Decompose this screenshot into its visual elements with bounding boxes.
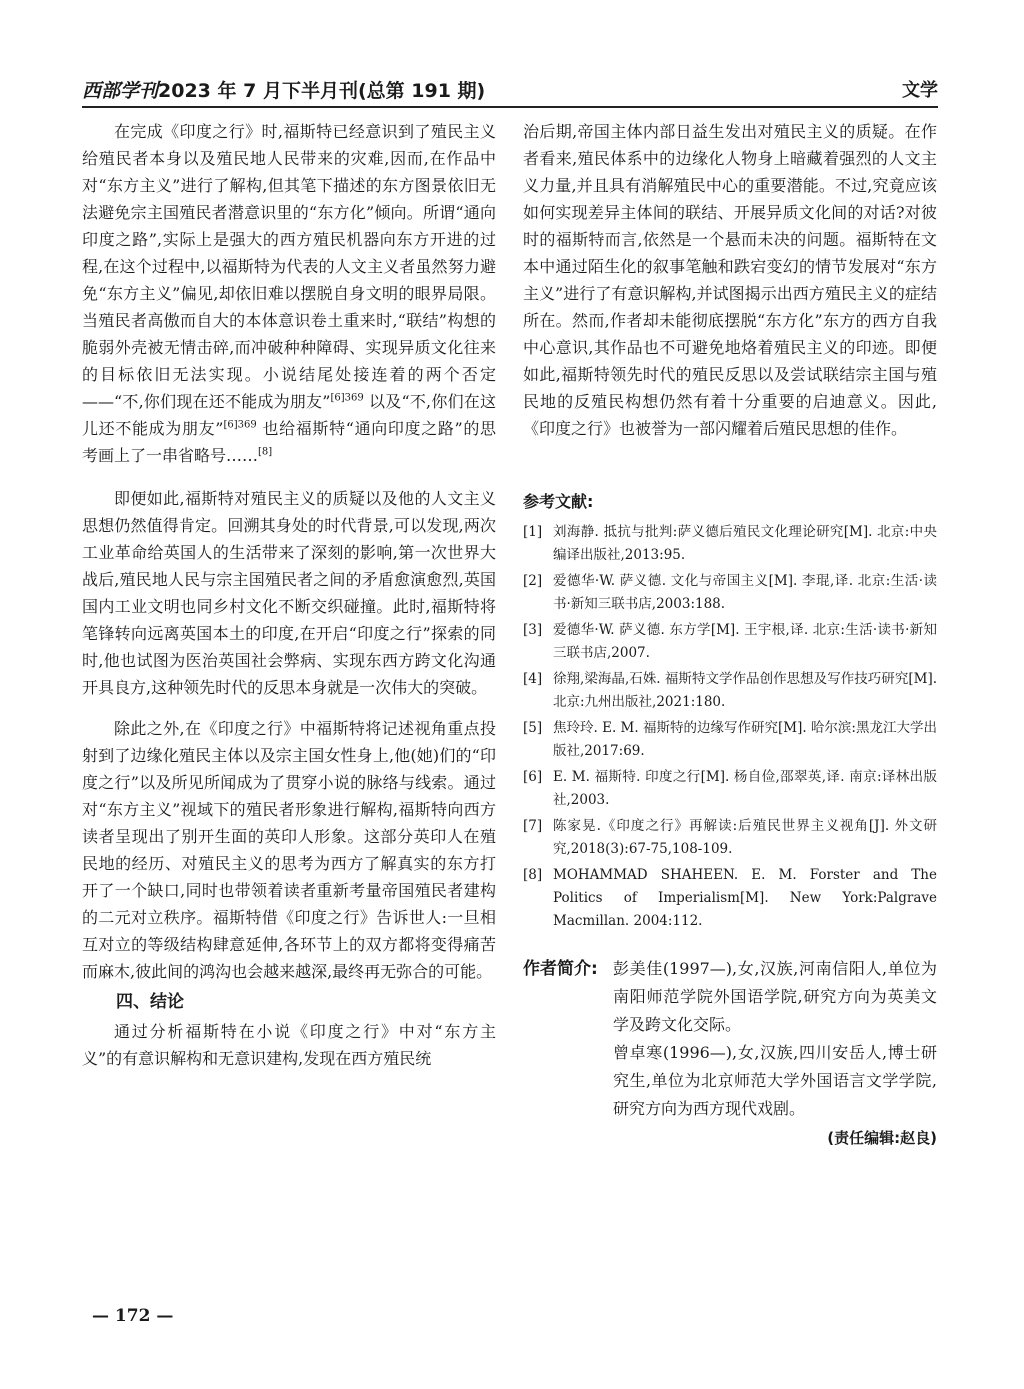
author-bio: 彭美佳(1997—),女,汉族,河南信阳人,单位为南阳师范学院外国语学院,研究方向为英美文学及跨文化交际。 xyxy=(613,959,937,1034)
paragraph: 通过分析福斯特在小说《印度之行》中对“东方主义”的有意识解构和无意识建构,发现在西方殖民统 xyxy=(82,1022,496,1068)
reference-item: [3] 爱德华·W. 萨义德. 东方学[M]. 王宇根,译. 北京:生活·读书·新知三联书店,2007. xyxy=(523,622,937,661)
left-column xyxy=(82,118,496,1072)
reference-list xyxy=(523,521,937,933)
running-header xyxy=(82,70,938,108)
citation: [6]369 xyxy=(223,419,257,431)
author-label: 作者简介: xyxy=(523,959,598,979)
paragraph: 在完成《印度之行》时,福斯特已经意识到了殖民主义给殖民者本身以及殖民地人民带来的灾难,因而,在作品中对“东方主义”进行了解构,但其笔下描述的东方图景依旧无法避免宗主国殖民者潜意识里的“东方化”倾向。所谓“通向印度之路”,实际上是强大的西方殖民机器向东方开进的过程,在这个过程中,以福斯特为代表的人文主义者虽然努力避免“东方主义”偏见,却依旧难以摆脱自身文明的眼界局限。当殖民者高傲而自大的本体意识卷土重来时,“联结”构想的脆弱外壳被无情击碎,而冲破种种障碍、实现异质文化往来的目标依旧无法实现。小说结尾处接连着的两个否定——“不,你们现在还不能成为朋友”$^{[6]369}$ 以及“不,你们在这儿还不能成为朋友”$^{[6]369}$ 也给福斯特“通向印度之路”的思考画上了一串省略号……[8] xyxy=(82,122,496,465)
reference-item: [8] MOHAMMAD SHAHEEN. E. M. Forster and The Politics of Imperialism[M]. New York:Palgrave Macmillan. 2004:112. xyxy=(523,867,937,929)
paragraph: 除此之外,在《印度之行》中福斯特将记述视角重点投射到了边缘化殖民主体以及宗主国女性身上,他(她)们的“印度之行”以及所见所闻成为了贯穿小说的脉络与线索。通过对“东方主义”视域下的殖民者形象进行解构,福斯特向西方读者呈现出了别开生面的英印人形象。这部分英印人在殖民地的经历、对殖民主义的思考为西方了解真实的东方打开了一个缺口,同时也带领着读者重新考量帝国殖民者建构的二元对立秩序。福斯特借《印度之行》告诉世人:一旦相互对立的等级结构肆意延伸,各环节上的双方都将变得痛苦而麻木,彼此间的鸿沟也会越来越深,最终再无弥合的可能。 xyxy=(82,719,496,981)
section-name: 文学 xyxy=(902,80,938,101)
section-heading: 四、结论 xyxy=(116,992,184,1012)
reference-item: [2] 爱德华·W. 萨义德. 文化与帝国主义[M]. 李琨,译. 北京:生活·读书·新知三联书店,2003:188. xyxy=(523,573,937,612)
reference-item: [4] 徐翔,梁海晶,石姝. 福斯特文学作品创作思想及写作技巧研究[M]. 北京:九州出版社,2021:180. xyxy=(523,671,937,710)
paragraph: 治后期,帝国主体内部日益生发出对殖民主义的质疑。在作者看来,殖民体系中的边缘化人物身上暗藏着强烈的人文主义力量,并且具有消解殖民中心的重要潜能。不过,究竟应该如何实现差异主体间的联结、开展异质文化间的对话?对彼时的福斯特而言,依然是一个悬而未决的问题。福斯特在文本中通过陌生化的叙事笔触和跌宕变幻的情节发展对“东方主义”进行了有意识解构,并试图揭示出西方殖民主义的症结所在。然而,作者却未能彻底摆脱“东方化”东方的西方自我中心意识,其作品也不可避免地烙着殖民主义的印迹。即便如此,福斯特领先时代的殖民反思以及尝试联结宗主国与殖民地的反殖民构想仍然有着十分重要的启迪意义。因此,《印度之行》也被誉为一部闪耀着后殖民思想的佳作。 xyxy=(523,122,937,438)
citation: [6]369 xyxy=(330,392,364,404)
reference-item: [7] 陈家晃.《印度之行》再解读:后殖民世界主义视角[J]. 外文研究,2018(3):67-75,108-109. xyxy=(523,818,937,857)
author-bio: 曾卓寒(1996—),女,汉族,四川安岳人,博士研究生,单位为北京师范大学外国语言文学学院,研究方向为西方现代戏剧。 xyxy=(613,1043,937,1118)
author-info xyxy=(523,955,937,1123)
paragraph: 即便如此,福斯特对殖民主义的质疑以及他的人文主义思想仍然值得肯定。回溯其身处的时代背景,可以发现,两次工业革命给英国人的生活带来了深刻的影响,第一次世界大战后,殖民地人民与宗主国殖民者之间的矛盾愈演愈烈,英国国内工业文明也同乡村文化不断交织碰撞。此时,福斯特将笔锋转向远离英国本土的印度,在开启“印度之行”探索的同时,他也试图为医治英国社会弊病、实现东西方跨文化沟通开具良方,这种领先时代的反思本身就是一次伟大的突破。 xyxy=(82,489,496,697)
issue-info: 2023 年 7 月下半月刊(总第 191 期) xyxy=(158,80,486,102)
reference-item: [1] 刘海静. 抵抗与批判:萨义德后殖民文化理论研究[M]. 北京:中央编译出版社,2013:95. xyxy=(523,524,937,563)
reference-item: [5] 焦玲玲. E. M. 福斯特的边缘写作研究[M]. 哈尔滨:黑龙江大学出版社,2017:69. xyxy=(523,720,937,759)
right-column xyxy=(523,118,937,1152)
page-number: — 172 — xyxy=(92,1306,174,1326)
responsible-editor: (责任编辑:赵良) xyxy=(827,1129,937,1147)
reference-item: [6] E. M. 福斯特. 印度之行[M]. 杨自俭,邵翠英,译. 南京:译林出版社,2003. xyxy=(523,769,937,808)
references-heading: 参考文献: xyxy=(523,492,594,511)
citation: [8] xyxy=(258,446,273,458)
journal-issue xyxy=(82,76,485,103)
journal-logo: 西部学刊 xyxy=(82,80,159,102)
